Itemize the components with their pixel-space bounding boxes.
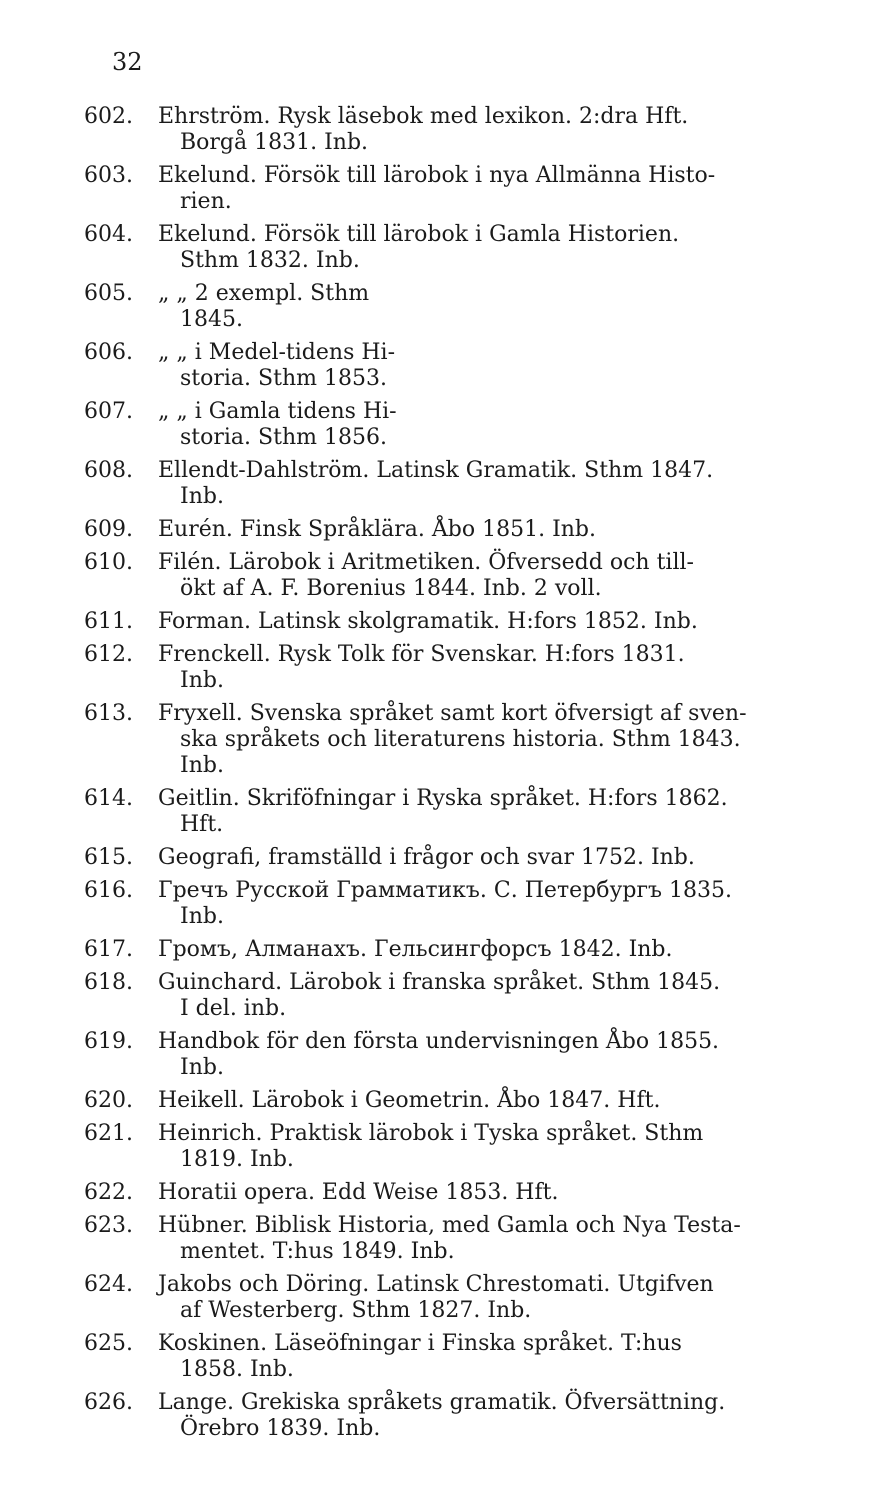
entry-text: Громъ, Алманахъ. Гельсингфорсъ 1842. Inb. — [158, 937, 673, 962]
catalog-entry — [84, 1029, 820, 1081]
catalog-entry — [84, 642, 820, 694]
entry-text-continuation: Inb. — [180, 753, 224, 778]
entry-text: Frenckell. Rysk Tolk för Svenskar. H:fors 1831. — [158, 642, 685, 667]
catalog-entry — [84, 222, 820, 274]
catalog-entry — [84, 1390, 820, 1442]
entry-text: Geitlin. Skriföfningar i Ryska språket. H:fors 1862. — [158, 786, 728, 811]
catalog-entry — [84, 1331, 820, 1383]
entry-text: Ekelund. Försök till lärobok i nya Allmänna Histo- — [158, 163, 716, 188]
entry-text: Hübner. Biblisk Historia, med Gamla och Nya Testa- — [158, 1213, 741, 1238]
entry-number: 607. — [84, 399, 133, 424]
entry-text: Geografi, framställd i frågor och svar 1752. Inb. — [158, 845, 695, 870]
entry-text: Lange. Grekiska språkets gramatik. Öfversättning. — [158, 1390, 726, 1415]
entry-number: 623. — [84, 1213, 133, 1238]
page-number: 32 — [112, 48, 143, 76]
entry-number: 615. — [84, 845, 133, 870]
entry-text: Ehrström. Rysk läsebok med lexikon. 2:dra Hft. — [158, 104, 689, 129]
catalog-entry — [84, 281, 820, 333]
entry-text-continuation: storia. Sthm 1853. — [180, 366, 387, 391]
entry-text: Forman. Latinsk skolgramatik. H:fors 1852. Inb. — [158, 609, 698, 634]
entry-number: 609. — [84, 517, 133, 542]
catalog-entry — [84, 399, 820, 451]
entry-number: 612. — [84, 642, 133, 667]
catalog-entry — [84, 970, 820, 1022]
entry-text: Fryxell. Svenska språket samt kort öfversigt af sven- — [158, 701, 747, 726]
entry-text: „ „ i Gamla tidens Hi- — [158, 399, 397, 424]
catalog-entry — [84, 1088, 820, 1114]
entry-number: 610. — [84, 550, 133, 575]
catalog-entry — [84, 1121, 820, 1173]
entry-text-continuation: Inb. — [180, 904, 224, 929]
entry-text: „ „ 2 exempl. Sthm — [158, 281, 370, 306]
entry-text-continuation: ska språkets och literaturens historia. Sthm 1843. — [180, 727, 741, 752]
catalog-entry — [84, 701, 820, 779]
entry-text: Heinrich. Praktisk lärobok i Tyska språket. Sthm — [158, 1121, 704, 1146]
entry-number: 606. — [84, 340, 133, 365]
entry-number: 608. — [84, 458, 133, 483]
entry-text-continuation: Inb. — [180, 484, 224, 509]
entry-number: 602. — [84, 104, 133, 129]
entry-text: Ellendt-Dahlström. Latinsk Gramatik. Sthm 1847. — [158, 458, 714, 483]
entry-number: 618. — [84, 970, 133, 995]
entry-number: 613. — [84, 701, 133, 726]
entry-text-continuation: ökt af A. F. Borenius 1844. Inb. 2 voll. — [180, 576, 602, 601]
entry-text: Heikell. Lärobok i Geometrin. Åbo 1847. Hft. — [158, 1088, 661, 1113]
entry-number: 617. — [84, 937, 133, 962]
entry-number: 605. — [84, 281, 133, 306]
entry-text: Eurén. Finsk Språklära. Åbo 1851. Inb. — [158, 517, 597, 542]
entry-text-continuation: Inb. — [180, 1055, 224, 1080]
catalog-entry — [84, 517, 820, 543]
entry-text: Horatii opera. Edd Weise 1853. Hft. — [158, 1180, 559, 1205]
catalog-entry — [84, 937, 820, 963]
entry-text-continuation: I del. inb. — [180, 996, 287, 1021]
entry-text-continuation: af Westerberg. Sthm 1827. Inb. — [180, 1298, 532, 1323]
catalog-entry — [84, 1272, 820, 1324]
entry-number: 622. — [84, 1180, 133, 1205]
entry-text: Гречъ Русской Грамматикъ. С. Петербургъ 1835. — [158, 878, 732, 903]
entry-number: 611. — [84, 609, 133, 634]
entry-text: Guinchard. Lärobok i franska språket. Sthm 1845. — [158, 970, 721, 995]
catalog-entry — [84, 1180, 820, 1206]
entry-number: 624. — [84, 1272, 133, 1297]
entry-text: Ekelund. Försök till lärobok i Gamla Historien. — [158, 222, 680, 247]
entry-text-continuation: 1819. Inb. — [180, 1147, 294, 1172]
entry-text-continuation: Inb. — [180, 668, 224, 693]
catalog-entry — [84, 104, 820, 156]
catalog-entries — [84, 104, 820, 1449]
entry-text-continuation: 1845. — [180, 307, 243, 332]
entry-number: 621. — [84, 1121, 133, 1146]
entry-text: Koskinen. Läseöfningar i Finska språket. T:hus — [158, 1331, 682, 1356]
entry-number: 603. — [84, 163, 133, 188]
entry-text-continuation: storia. Sthm 1856. — [180, 425, 387, 450]
entry-number: 614. — [84, 786, 133, 811]
entry-text-continuation: Örebro 1839. Inb. — [180, 1416, 381, 1441]
catalog-entry — [84, 163, 820, 215]
entry-text: „ „ i Medel-tidens Hi- — [158, 340, 396, 365]
entry-text-continuation: mentet. T:hus 1849. Inb. — [180, 1239, 455, 1264]
entry-number: 626. — [84, 1390, 133, 1415]
entry-number: 604. — [84, 222, 133, 247]
catalog-entry — [84, 878, 820, 930]
entry-text: Filén. Lärobok i Aritmetiken. Öfversedd och till- — [158, 550, 694, 575]
entry-number: 625. — [84, 1331, 133, 1356]
entry-number: 620. — [84, 1088, 133, 1113]
catalog-entry — [84, 609, 820, 635]
entry-text: Jakobs och Döring. Latinsk Chrestomati. Utgifven — [158, 1272, 714, 1297]
catalog-entry — [84, 786, 820, 838]
entry-text-continuation: 1858. Inb. — [180, 1357, 294, 1382]
catalog-entry — [84, 458, 820, 510]
entry-text-continuation: Sthm 1832. Inb. — [180, 248, 360, 273]
entry-text-continuation: rien. — [180, 189, 232, 214]
entry-number: 616. — [84, 878, 133, 903]
entry-text-continuation: Borgå 1831. Inb. — [180, 130, 369, 155]
catalog-entry — [84, 1213, 820, 1265]
catalog-entry — [84, 845, 820, 871]
entry-text: Handbok för den första undervisningen Åbo 1855. — [158, 1029, 720, 1054]
catalog-entry — [84, 340, 820, 392]
catalog-entry — [84, 550, 820, 602]
entry-text-continuation: Hft. — [180, 812, 224, 837]
entry-number: 619. — [84, 1029, 133, 1054]
